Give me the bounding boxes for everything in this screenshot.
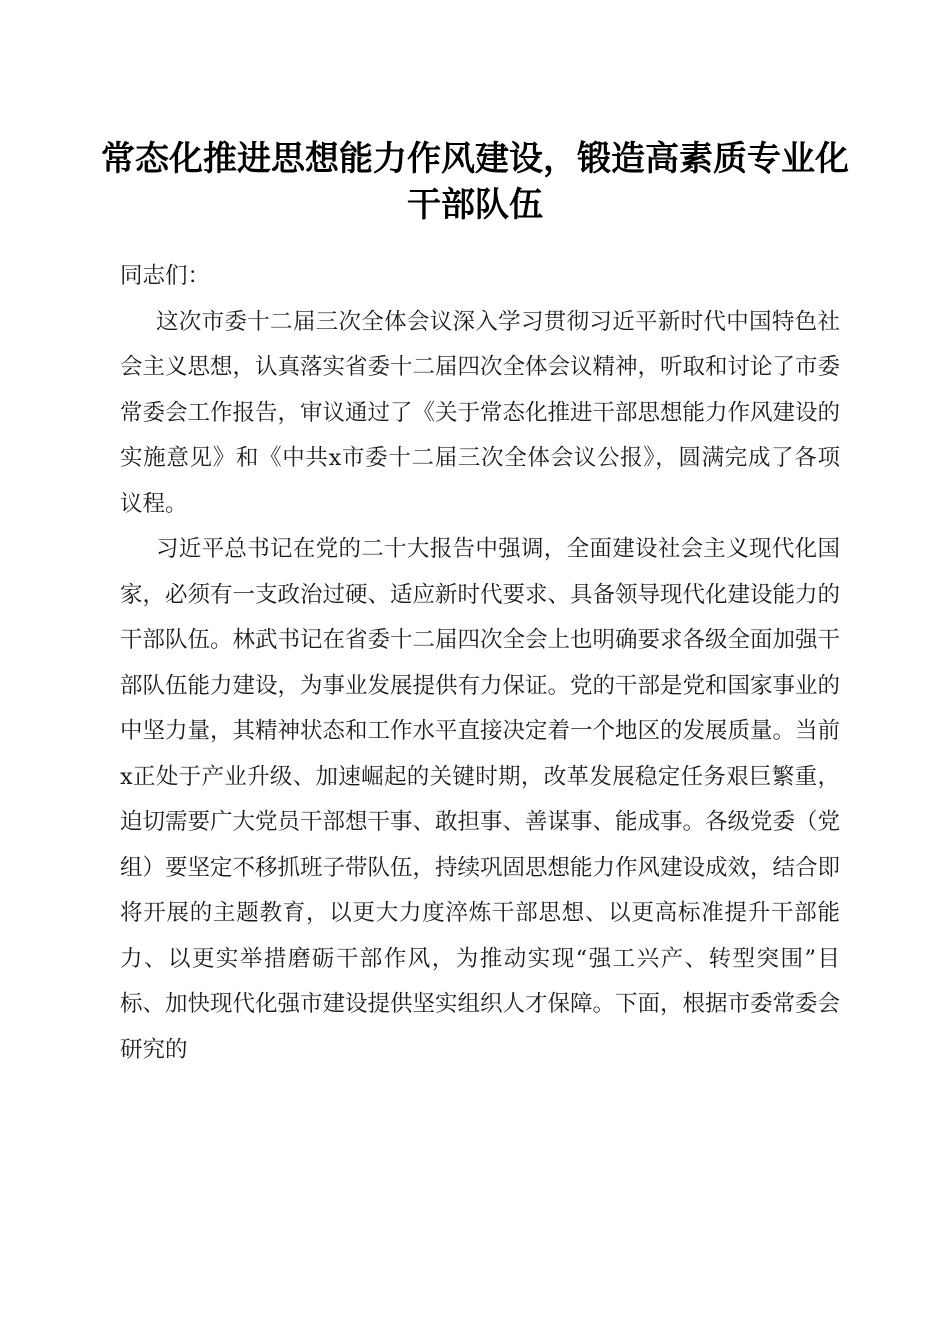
document-title: 常态化推进思想能力作风建设，锻造高素质专业化干部队伍 <box>101 139 849 225</box>
paragraph-2: 习近平总书记在党的二十大报告中强调，全面建设社会主义现代化国家，必须有一支政治过硬、适应新时代要求、具备领导现代化建设能力的干部队伍。林武书记在省委十二届四次全会上也明确要求各级全面加强干部队伍能力建设，为事业发展提供有力保证。党的干部是党和国家事业的中坚力量，其精神状态和工作水平直接决定着一个地区的发展质量。当前x正处于产业升级、加速崛起的关键时期，改革发展稳定任务艰巨繁重，迫切需要广大党员干部想干事、敢担事、善谋事、能成事。各级党委（党组）要坚定不移抓班子带队伍，持续巩固思想能力作风建设成效，结合即将开展的主题教育，以更大力度淬炼干部思想、以更高标准提升干部能力、以更实举措磨砺干部作风，为推动实现“强工兴产、转型突围”目标、加快现代化强市建设提供坚实组织人才保障。下面，根据市委常委会研究的 <box>120 536 841 1063</box>
paragraph-1: 这次市委十二届三次全体会议深入学习贯彻习近平新时代中国特色社会主义思想，认真落实省委十二届四次全体会议精神，听取和讨论了市委常委会工作报告，审议通过了《关于常态化推进干部思想能力作风建设的实施意见》和《中共x市委十二届三次全体会议公报》，圆满完成了各项议程。 <box>120 308 841 517</box>
document-body <box>120 254 840 1073</box>
salutation: 同志们： <box>120 263 211 289</box>
